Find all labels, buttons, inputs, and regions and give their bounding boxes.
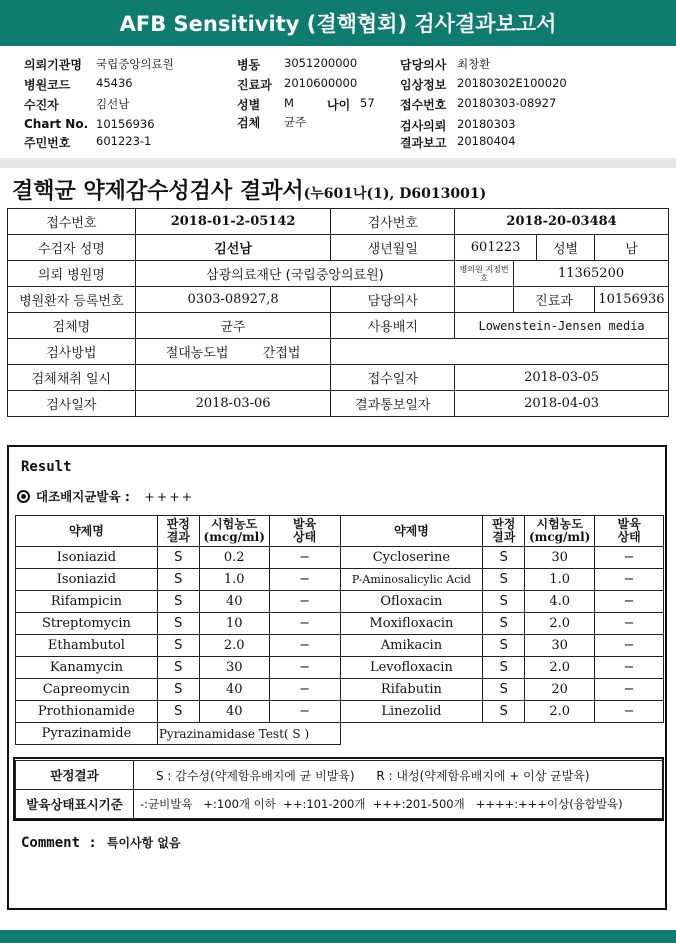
- drug-name: Isoniazid: [16, 569, 158, 591]
- drug-row: [16, 547, 664, 569]
- drug-name: Cycloserine: [340, 547, 483, 569]
- info-row: [8, 313, 669, 339]
- drug-growth: −: [595, 613, 664, 635]
- drug-conc: 10: [199, 613, 269, 635]
- value-age: 57: [360, 96, 375, 110]
- pza-row: [16, 723, 664, 745]
- test-date-label: 검사일자: [8, 391, 136, 417]
- label-hospital-code: 병원코드: [24, 78, 71, 92]
- drug-conc: 0.2: [199, 547, 269, 569]
- method-absolute: 절대농도법: [165, 346, 229, 361]
- comment-value: 특이사항 없음: [106, 836, 181, 850]
- drug-growth: −: [269, 635, 340, 657]
- sex-label: 성별: [537, 235, 595, 261]
- drug-growth: −: [269, 657, 340, 679]
- control-value: ++++: [144, 489, 195, 504]
- drug-result: S: [483, 613, 525, 635]
- receipt-date-value: 2018-03-05: [455, 365, 669, 391]
- drug-name: Moxifloxacin: [340, 613, 483, 635]
- judge-s: S : 감수성(약제함유배지에 균 비발육): [156, 768, 355, 783]
- document-title: [12, 174, 486, 205]
- col-conc-2: 시험농도 (mcg/ml): [525, 516, 595, 547]
- bullet-icon: [17, 490, 30, 503]
- drug-growth: −: [269, 679, 340, 701]
- drug-name: Rifampicin: [16, 591, 158, 613]
- drug-row: [16, 591, 664, 613]
- drug-result: S: [157, 679, 199, 701]
- judge-r: R : 내성(약제함유배지에 + 이상 균발육): [376, 768, 590, 783]
- label-chart-no: Chart No.: [24, 117, 89, 131]
- drug-name: Streptomycin: [16, 613, 158, 635]
- legend-row: [16, 790, 664, 819]
- method-value: [135, 339, 331, 365]
- drug-growth: −: [595, 657, 664, 679]
- drug-name: Prothionamide: [16, 701, 158, 723]
- drug-name: P-Aminosalicylic Acid: [340, 569, 483, 591]
- drug-result: S: [483, 547, 525, 569]
- report-title: AFB Sensitivity (결핵협회) 검사결과보고서: [0, 0, 676, 46]
- patient-value: 김선남: [135, 235, 331, 261]
- drug-name: Linezolid: [340, 701, 483, 723]
- medium-label: 사용배지: [331, 313, 455, 339]
- drug-result: S: [157, 635, 199, 657]
- hospital-value: 삼광의료재단 (국립중앙의료원): [135, 261, 454, 287]
- label-ward: 병동: [237, 58, 261, 72]
- test-no-label: 검사번호: [331, 209, 455, 235]
- bottom-bar: [0, 930, 676, 943]
- drug-name: Amikacin: [340, 635, 483, 657]
- value-patient: 김선남: [96, 97, 130, 111]
- test-no-value: 2018-20-03484: [455, 209, 669, 235]
- drug-row: [16, 569, 664, 591]
- legend-row: [16, 761, 664, 790]
- drug-result: S: [157, 701, 199, 723]
- drug-table: [15, 515, 664, 745]
- document-subtitle: (누601나(1), D6013001): [303, 186, 487, 202]
- report-date-value: 2018-04-03: [455, 391, 669, 417]
- value-doctor: 최창환: [457, 57, 491, 71]
- drug-result: S: [483, 679, 525, 701]
- hosp-no-value: 11365200: [514, 261, 669, 287]
- drug-row: [16, 635, 664, 657]
- drug-conc: 30: [525, 635, 595, 657]
- drug-conc: 30: [525, 547, 595, 569]
- value-ward: 3051200000: [284, 56, 358, 70]
- drug-name: Levofloxacin: [340, 657, 483, 679]
- pza-drug: Pyrazinamide: [16, 723, 158, 745]
- birth-value: 601223: [455, 235, 537, 261]
- report-date-label: 결과통보일자: [331, 391, 455, 417]
- value-result-report: 20180404: [457, 134, 516, 148]
- drug-conc: 40: [199, 701, 269, 723]
- col-drug: 약제명: [16, 516, 158, 547]
- drug-result: S: [157, 613, 199, 635]
- control-label: 대조배지균발육 :: [36, 489, 130, 504]
- col-growth-2: 발육 상태: [595, 516, 664, 547]
- collect-value: [135, 365, 331, 391]
- value-resident-no: 601223-1: [96, 134, 152, 148]
- hosp-no-label: 병의원 지정번호: [455, 261, 514, 287]
- info-row: [8, 365, 669, 391]
- reg-value: 0303-08927,8: [135, 287, 331, 313]
- drug-conc: 1.0: [199, 569, 269, 591]
- test-date-value: 2018-03-06: [135, 391, 331, 417]
- label-resident-no: 주민번호: [24, 136, 71, 150]
- specimen-value: 균주: [135, 313, 331, 339]
- drug-conc: 30: [199, 657, 269, 679]
- comment-label: Comment :: [21, 835, 97, 851]
- growth-legend-value: -:균비발육 +:100개 이하 ++:101-200개 +++:201-500개 ++++:+++이상(융합발육): [134, 790, 664, 819]
- drug-result: S: [483, 569, 525, 591]
- value-sex: M: [284, 96, 294, 110]
- drug-growth: −: [595, 569, 664, 591]
- drug-result: S: [483, 701, 525, 723]
- reg-label: 병원환자 등록번호: [8, 287, 136, 313]
- drug-growth: −: [595, 547, 664, 569]
- drug-conc: 40: [199, 591, 269, 613]
- value-clinical-info: 20180302E100020: [457, 76, 567, 90]
- col-conc: 시험농도 (mcg/ml): [199, 516, 269, 547]
- collect-label: 검체채취 일시: [8, 365, 136, 391]
- drug-row: [16, 701, 664, 723]
- drug-growth: −: [269, 613, 340, 635]
- value-test-request: 20180303: [457, 117, 516, 131]
- receipt-no-label: 접수번호: [8, 209, 136, 235]
- dept-label: 진료과: [514, 287, 595, 313]
- drug-result: S: [483, 657, 525, 679]
- document-title-text: 결핵균 약제감수성검사 결과서: [12, 178, 304, 204]
- info-row: [8, 391, 669, 417]
- comment: [21, 834, 181, 851]
- drug-result: S: [483, 635, 525, 657]
- method-indirect: 간접법: [262, 346, 301, 361]
- label-age: 나이: [327, 98, 351, 112]
- pza-test: Pyrazinamidase Test( S ): [157, 723, 340, 745]
- drug-name: Ethambutol: [16, 635, 158, 657]
- col-judge: 판정 결과: [157, 516, 199, 547]
- drug-result: S: [157, 657, 199, 679]
- drug-result: S: [157, 591, 199, 613]
- drug-header-row: [16, 516, 664, 547]
- value-receipt-no: 20180303-08927: [457, 96, 557, 110]
- drug-row: [16, 613, 664, 635]
- drug-growth: −: [269, 591, 340, 613]
- col-drug-2: 약제명: [340, 516, 483, 547]
- drug-result: S: [157, 547, 199, 569]
- drug-name: Kanamycin: [16, 657, 158, 679]
- control-growth: [17, 487, 194, 505]
- doctor-value: [455, 287, 514, 313]
- info-row: [8, 339, 669, 365]
- dept-value: 10156936: [594, 287, 668, 313]
- info-row: [8, 261, 669, 287]
- patient-label: 수검자 성명: [8, 235, 136, 261]
- drug-growth: −: [595, 701, 664, 723]
- label-institution: 의뢰기관명: [24, 58, 82, 72]
- label-sex: 성별: [237, 98, 261, 112]
- empty-cell: [340, 723, 663, 745]
- drug-conc: 40: [199, 679, 269, 701]
- drug-row: [16, 657, 664, 679]
- label-doctor: 담당의사: [400, 58, 447, 72]
- col-judge-2: 판정 결과: [483, 516, 525, 547]
- label-clinical-info: 임상정보: [400, 78, 447, 92]
- value-specimen: 균주: [284, 115, 307, 129]
- divider: [0, 158, 676, 168]
- col-growth: 발육 상태: [269, 516, 340, 547]
- drug-growth: −: [269, 569, 340, 591]
- info-row: [8, 287, 669, 313]
- drug-conc: 2.0: [525, 613, 595, 635]
- drug-result: S: [483, 591, 525, 613]
- label-receipt-no: 접수번호: [400, 98, 447, 112]
- value-department: 2010600000: [284, 76, 358, 90]
- sex-value: 남: [594, 235, 668, 261]
- drug-row: [16, 679, 664, 701]
- judge-legend-value: [134, 761, 664, 790]
- label-test-request: 검사의뢰: [400, 119, 447, 133]
- label-specimen: 검체: [237, 116, 261, 130]
- drug-result: S: [157, 569, 199, 591]
- info-row: [8, 209, 669, 235]
- receipt-no-value: 2018-01-2-05142: [135, 209, 331, 235]
- drug-conc: 20: [525, 679, 595, 701]
- drug-conc: 2.0: [199, 635, 269, 657]
- medium-value: Lowenstein-Jensen media: [455, 313, 669, 339]
- drug-conc: 1.0: [525, 569, 595, 591]
- drug-conc: 2.0: [525, 657, 595, 679]
- hospital-label: 의뢰 병원명: [8, 261, 136, 287]
- drug-growth: −: [595, 591, 664, 613]
- drug-name: Rifabutin: [340, 679, 483, 701]
- receipt-date-label: 접수일자: [331, 365, 455, 391]
- value-chart-no: 10156936: [96, 117, 155, 131]
- drug-growth: −: [269, 701, 340, 723]
- specimen-label: 검체명: [8, 313, 136, 339]
- patient-info-table: [7, 208, 669, 417]
- header-info: [0, 46, 676, 158]
- drug-name: Ofloxacin: [340, 591, 483, 613]
- label-department: 진료과: [237, 78, 272, 92]
- drug-name: Isoniazid: [16, 547, 158, 569]
- drug-conc: 4.0: [525, 591, 595, 613]
- info-row: [8, 235, 669, 261]
- value-institution: 국립중앙의료원: [96, 57, 174, 71]
- drug-conc: 2.0: [525, 701, 595, 723]
- result-box: [7, 445, 667, 910]
- doctor-label: 담당의사: [331, 287, 455, 313]
- label-patient: 수진자: [24, 98, 59, 112]
- empty-cell: [331, 339, 669, 365]
- growth-legend-label: 발육상태표시기준: [16, 790, 134, 819]
- drug-growth: −: [595, 679, 664, 701]
- drug-name: Capreomycin: [16, 679, 158, 701]
- label-result-report: 결과보고: [400, 136, 447, 150]
- value-hospital-code: 45436: [96, 76, 133, 90]
- legend-table: [15, 760, 664, 819]
- judge-legend-label: 판정결과: [16, 761, 134, 790]
- birth-label: 생년월일: [331, 235, 455, 261]
- drug-growth: −: [269, 547, 340, 569]
- result-title: Result: [21, 459, 72, 475]
- drug-growth: −: [595, 635, 664, 657]
- method-label: 검사방법: [8, 339, 136, 365]
